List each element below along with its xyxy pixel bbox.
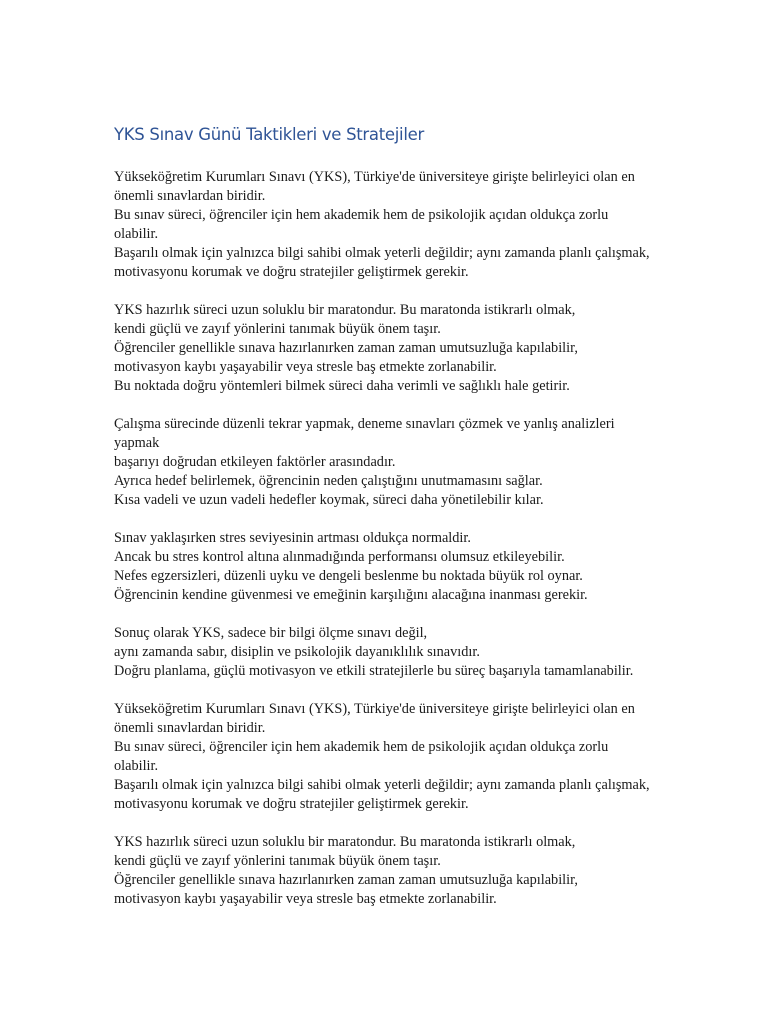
text-line: olabilir. <box>114 226 159 242</box>
text-line: motivasyonu korumak ve doğru stratejiler geliştirmek gerekir. <box>114 796 469 812</box>
text-line: aynı zamanda sabır, disiplin ve psikolojik dayanıklılık sınavıdır. <box>114 644 480 660</box>
text-line: Yükseköğretim Kurumları Sınavı (YKS), Türkiye'de üniversiteye girişte belirleyici olan en <box>114 169 635 185</box>
text-line: Ancak bu stres kontrol altına alınmadığında performansı olumsuz etkileyebilir. <box>114 549 565 565</box>
text-line: YKS hazırlık süreci uzun soluklu bir maratondur. Bu maratonda istikrarlı olmak, <box>114 302 576 318</box>
text-line: önemli sınavlardan biridir. <box>114 720 266 736</box>
text-line: Sonuç olarak YKS, sadece bir bilgi ölçme sınavı değil, <box>114 625 428 641</box>
text-line: Çalışma sürecinde düzenli tekrar yapmak, deneme sınavları çözmek ve yanlış analizleri <box>114 416 615 432</box>
paragraph <box>114 700 674 814</box>
paragraph <box>114 415 674 510</box>
text-line: Doğru planlama, güçlü motivasyon ve etkili stratejilerle bu süreç başarıyla tamamlanabilir. <box>114 663 634 679</box>
text-line: önemli sınavlardan biridir. <box>114 188 266 204</box>
text-line: Ayrıca hedef belirlemek, öğrencinin neden çalıştığını unutmamasını sağlar. <box>114 473 543 489</box>
text-line: Öğrenciler genellikle sınava hazırlanırken zaman zaman umutsuzluğa kapılabilir, <box>114 340 578 356</box>
text-line: motivasyon kaybı yaşayabilir veya stresle baş etmekte zorlanabilir. <box>114 359 497 375</box>
text-line: olabilir. <box>114 758 159 774</box>
paragraph <box>114 529 674 605</box>
text-line: Başarılı olmak için yalnızca bilgi sahibi olmak yeterli değildir; aynı zamanda planlı çalışmak, <box>114 245 650 261</box>
text-line: Yükseköğretim Kurumları Sınavı (YKS), Türkiye'de üniversiteye girişte belirleyici olan en <box>114 701 635 717</box>
text-line: Öğrenciler genellikle sınava hazırlanırken zaman zaman umutsuzluğa kapılabilir, <box>114 872 578 888</box>
document-body <box>114 168 674 928</box>
text-line: kendi güçlü ve zayıf yönlerini tanımak büyük önem taşır. <box>114 321 441 337</box>
text-line: motivasyon kaybı yaşayabilir veya stresle baş etmekte zorlanabilir. <box>114 891 497 907</box>
text-line: Bu noktada doğru yöntemleri bilmek süreci daha verimli ve sağlıklı hale getirir. <box>114 378 570 394</box>
text-line: kendi güçlü ve zayıf yönlerini tanımak büyük önem taşır. <box>114 853 441 869</box>
text-line: yapmak <box>114 435 160 451</box>
paragraph <box>114 624 674 681</box>
text-line: YKS hazırlık süreci uzun soluklu bir maratondur. Bu maratonda istikrarlı olmak, <box>114 834 576 850</box>
text-line: başarıyı doğrudan etkileyen faktörler arasındadır. <box>114 454 396 470</box>
paragraph <box>114 168 674 282</box>
document-title: YKS Sınav Günü Taktikleri ve Stratejiler <box>114 125 424 144</box>
text-line: motivasyonu korumak ve doğru stratejiler geliştirmek gerekir. <box>114 264 469 280</box>
paragraph <box>114 301 674 396</box>
text-line: Bu sınav süreci, öğrenciler için hem akademik hem de psikolojik açıdan oldukça zorlu <box>114 739 609 755</box>
text-line: Öğrencinin kendine güvenmesi ve emeğinin karşılığını alacağına inanması gerekir. <box>114 587 588 603</box>
text-line: Kısa vadeli ve uzun vadeli hedefler koymak, süreci daha yönetilebilir kılar. <box>114 492 544 508</box>
paragraph <box>114 833 674 909</box>
text-line: Nefes egzersizleri, düzenli uyku ve dengeli beslenme bu noktada büyük rol oynar. <box>114 568 583 584</box>
text-line: Sınav yaklaşırken stres seviyesinin artması oldukça normaldir. <box>114 530 471 546</box>
text-line: Bu sınav süreci, öğrenciler için hem akademik hem de psikolojik açıdan oldukça zorlu <box>114 207 609 223</box>
text-line: Başarılı olmak için yalnızca bilgi sahibi olmak yeterli değildir; aynı zamanda planlı çalışmak, <box>114 777 650 793</box>
